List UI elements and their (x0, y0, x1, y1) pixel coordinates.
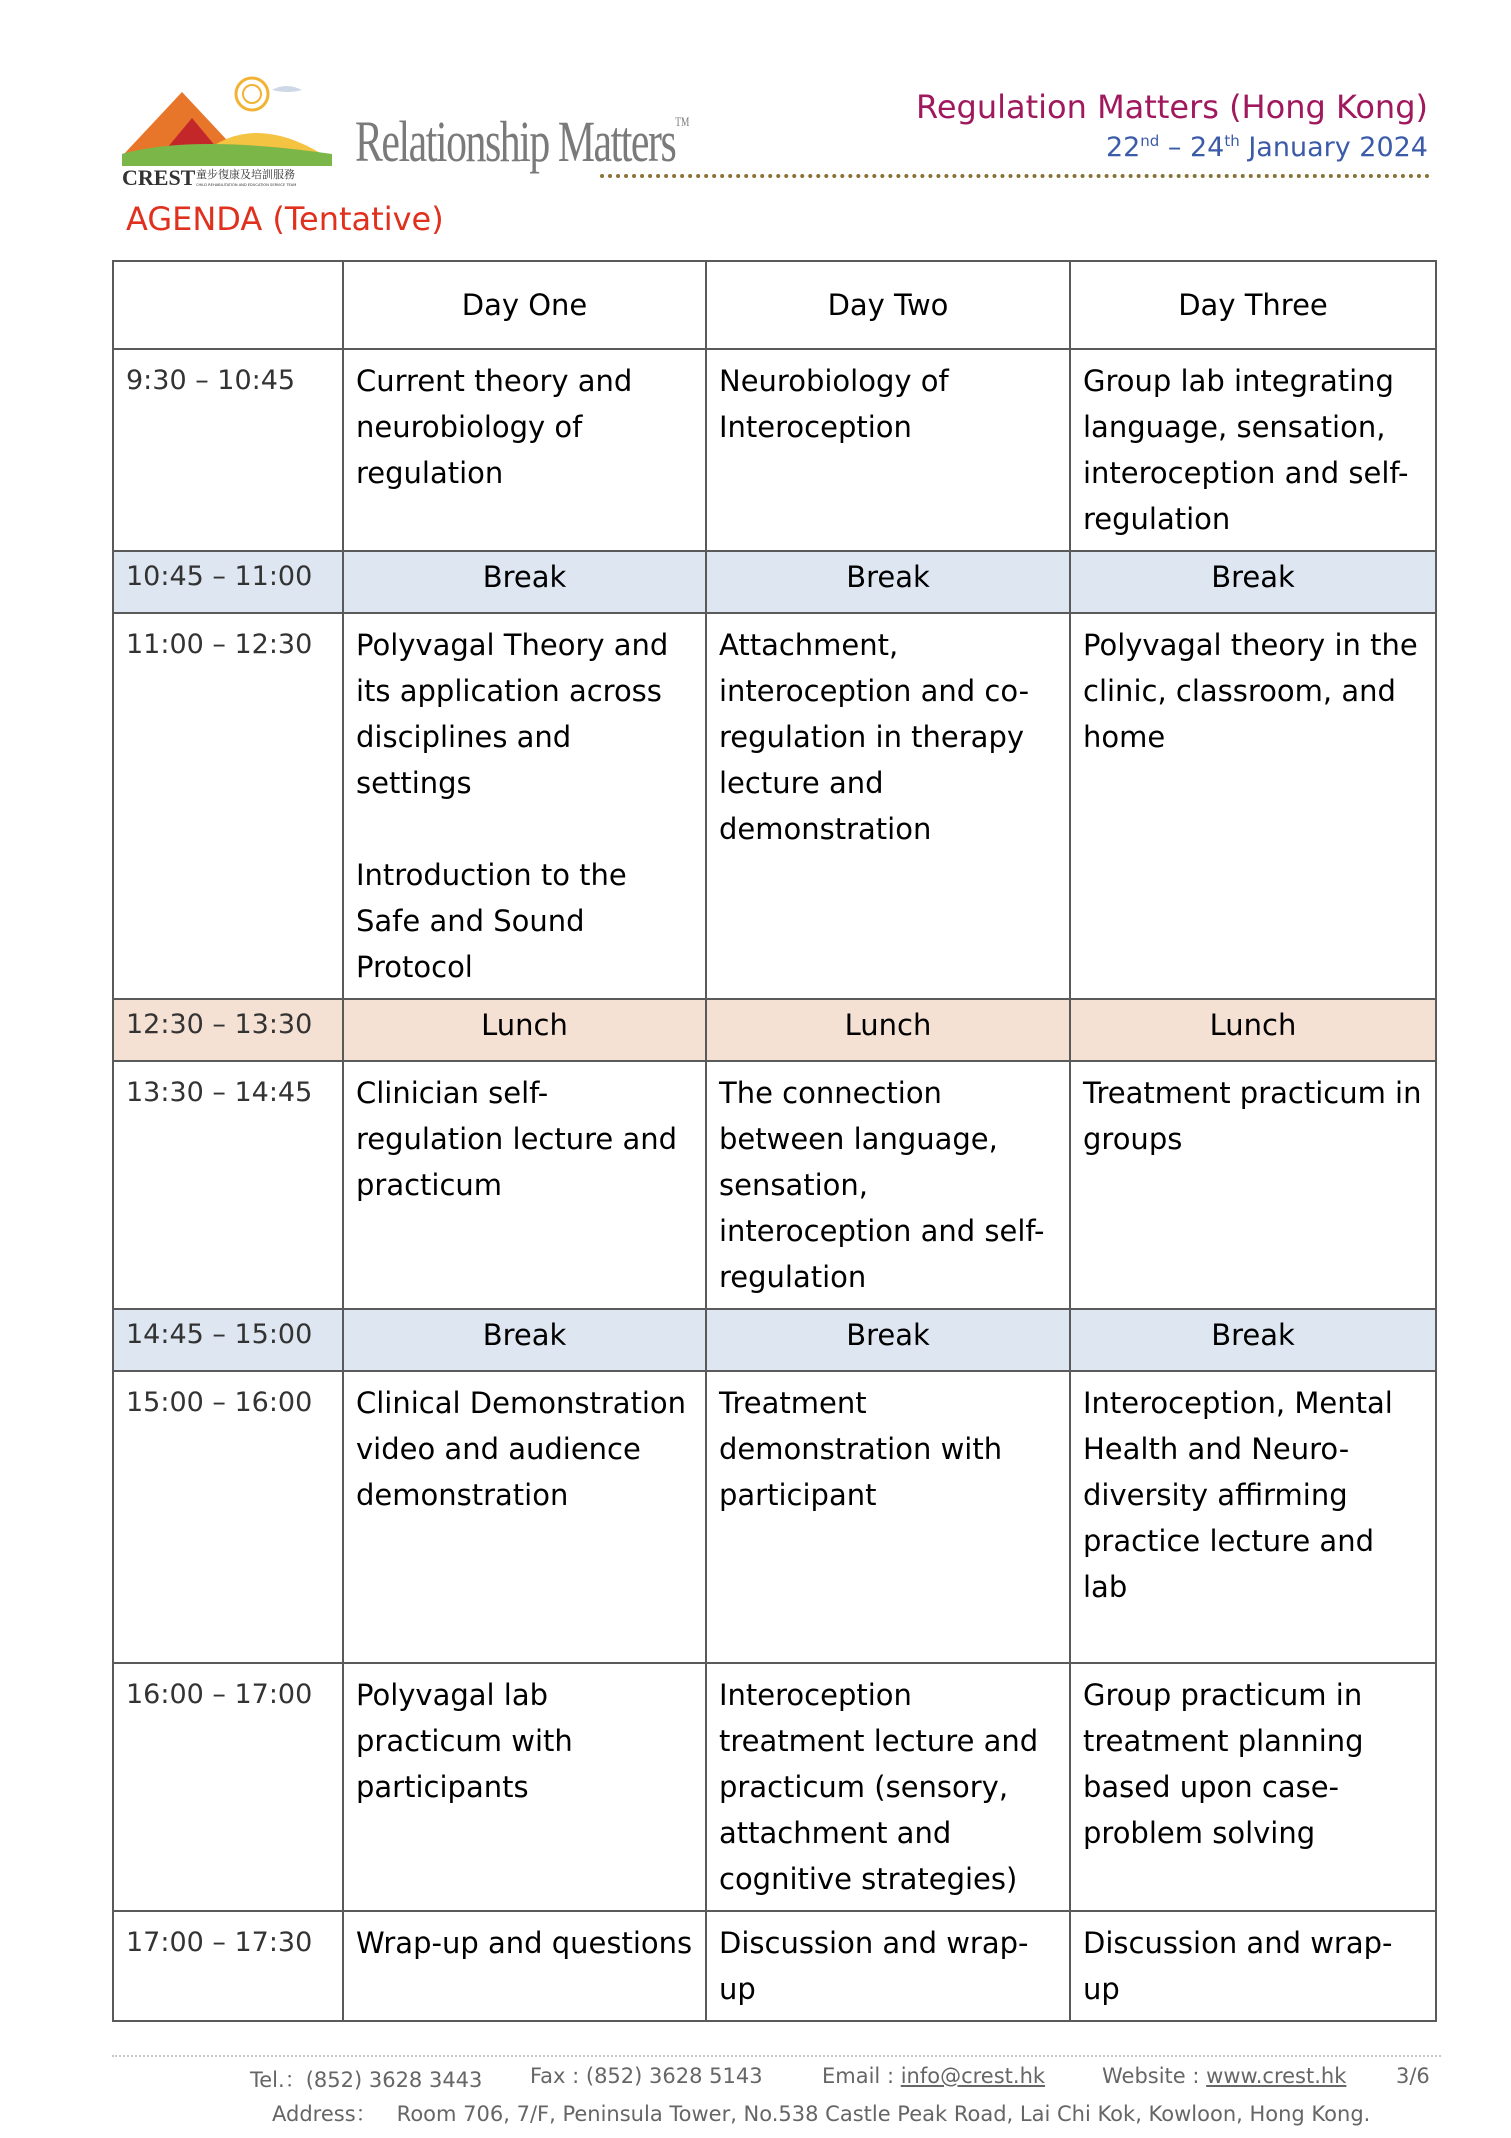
break-cell: Break (1070, 1309, 1436, 1371)
header-cell-day-two: Day Two (706, 261, 1070, 349)
relationship-matters-logo (355, 108, 689, 175)
session-cell: Polyvagal lab practicum with participants (343, 1663, 706, 1911)
address-value: Room 706, 7/F, Peninsula Tower, No.538 Castle Peak Road, Lai Chi Kok, Kowloon, Hong Kong. (396, 2102, 1371, 2126)
tel-label: Tel.： (250, 2068, 306, 2092)
sun-icon (236, 78, 268, 110)
table-row (113, 349, 1436, 551)
tel-value: (852) 3628 3443 (305, 2068, 483, 2092)
crest-logo-subtext: CHILD REHABILITATION AND EDUCATION SERVICE TEAM (196, 183, 297, 187)
time-cell: 13:30 – 14:45 (113, 1061, 343, 1309)
footer-fax (530, 2064, 763, 2088)
break-cell: Break (343, 1309, 706, 1371)
time-cell: 16:00 – 17:00 (113, 1663, 343, 1911)
start-suffix: nd (1140, 132, 1160, 150)
table-row (113, 1663, 1436, 1911)
session-cell: Interoception, Mental Health and Neuro-diversity affirming practice lecture and lab (1070, 1371, 1436, 1663)
fax-value: (852) 3628 5143 (585, 2064, 763, 2088)
crest-logo (122, 72, 332, 188)
rm-logo-text: Relationship Matters (355, 109, 676, 174)
header-cell-day-three: Day Three (1070, 261, 1436, 349)
session-cell (343, 613, 706, 999)
session-cell: Discussion and wrap-up (706, 1911, 1070, 2021)
session-text: Introduction to the Safe and Sound Protocol (356, 858, 627, 984)
agenda-title: AGENDA (Tentative) (126, 200, 444, 238)
rm-logo-tm: TM (675, 114, 690, 129)
break-row (113, 1309, 1436, 1371)
break-cell: Break (1070, 551, 1436, 613)
lunch-cell: Lunch (343, 999, 706, 1061)
end-suffix: th (1224, 132, 1240, 150)
address-label: Address： (272, 2102, 377, 2126)
date-dash: – (1159, 132, 1190, 163)
session-cell: Clinician self-regulation lecture and practicum (343, 1061, 706, 1309)
header-cell-day-one: Day One (343, 261, 706, 349)
start-day: 22 (1105, 132, 1141, 163)
header-cell-time (113, 261, 343, 349)
time-cell: 14:45 – 15:00 (113, 1309, 343, 1371)
footer-address (272, 2098, 1370, 2128)
break-cell: Break (706, 1309, 1070, 1371)
table-row (113, 1371, 1436, 1663)
website-label: Website : (1102, 2064, 1207, 2088)
session-cell: Discussion and wrap-up (1070, 1911, 1436, 2021)
website-link[interactable]: www.crest.hk (1206, 2064, 1347, 2088)
footer-divider (112, 2055, 1441, 2057)
break-cell: Break (706, 551, 1070, 613)
session-cell: Group lab integrating language, sensation, interoception and self-regulation (1070, 349, 1436, 551)
event-title: Regulation Matters (Hong Kong) (916, 88, 1428, 126)
session-cell: Wrap-up and questions (343, 1911, 706, 2021)
time-cell: 10:45 – 11:00 (113, 551, 343, 613)
footer-email (822, 2064, 1045, 2088)
time-cell: 15:00 – 16:00 (113, 1371, 343, 1663)
table-row (113, 1061, 1436, 1309)
footer-website (1102, 2064, 1346, 2088)
email-link[interactable]: info@crest.hk (900, 2064, 1046, 2088)
time-cell: 12:30 – 13:30 (113, 999, 343, 1061)
break-row (113, 551, 1436, 613)
session-cell: Neurobiology of Interoception (706, 349, 1070, 551)
table-row (113, 1911, 1436, 2021)
page-number: 3/6 (1396, 2064, 1430, 2088)
lunch-cell: Lunch (706, 999, 1070, 1061)
session-cell: Polyvagal theory in the clinic, classroom, and home (1070, 613, 1436, 999)
session-cell: Group practicum in treatment planning based upon case-problem solving (1070, 1663, 1436, 1911)
break-cell: Break (343, 551, 706, 613)
session-cell: Clinical Demonstration video and audience demonstration (343, 1371, 706, 1663)
month-year: January 2024 (1239, 132, 1428, 163)
email-label: Email : (822, 2064, 901, 2088)
session-cell: Interoception treatment lecture and practicum (sensory, attachment and cognitive strategies) (706, 1663, 1070, 1911)
event-dates (1106, 132, 1428, 163)
lunch-row (113, 999, 1436, 1061)
end-day: 24 (1190, 132, 1225, 163)
session-cell: The connection between language, sensation, interoception and self-regulation (706, 1061, 1070, 1309)
time-cell: 11:00 – 12:30 (113, 613, 343, 999)
header-divider (600, 174, 1430, 178)
table-row (113, 613, 1436, 999)
time-cell: 9:30 – 10:45 (113, 349, 343, 551)
table-header-row (113, 261, 1436, 349)
fax-label: Fax : (530, 2064, 586, 2088)
footer-tel (250, 2064, 482, 2094)
lunch-cell: Lunch (1070, 999, 1436, 1061)
session-cell: Treatment demonstration with participant (706, 1371, 1070, 1663)
session-cell: Attachment, interoception and co-regulation in therapy lecture and demonstration (706, 613, 1070, 999)
crest-logo-text: CREST (122, 165, 196, 188)
agenda-table (112, 260, 1437, 2022)
session-text: Polyvagal Theory and its application across disciplines and settings (356, 628, 669, 800)
session-cell: Current theory and neurobiology of regulation (343, 349, 706, 551)
crest-logo-chinese: 童步復康及培訓服務 (196, 168, 295, 181)
time-cell: 17:00 – 17:30 (113, 1911, 343, 2021)
session-cell: Treatment practicum in groups (1070, 1061, 1436, 1309)
